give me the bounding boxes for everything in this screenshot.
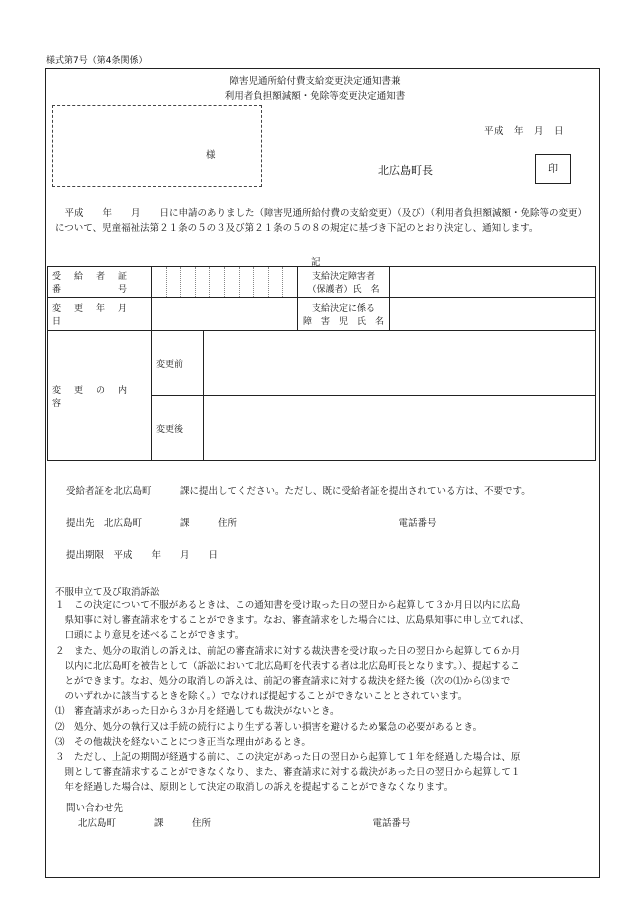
objection-line: 以内に北広島町を被告として（訴訟において北広島町を代表する者は北広島町長となります。）、提起するこ: [55, 660, 520, 672]
decision-table: [47, 266, 596, 461]
objection-line: ２ また、処分の取消しの訴えは、前記の審査請求に対する裁決書を受け取った日の翌日から起算して６か月: [55, 645, 521, 657]
child-name-value: [390, 298, 596, 331]
inquiry-title: 問い合わせ先: [66, 803, 124, 814]
cert-number-cells: [152, 267, 298, 298]
before-value: [204, 331, 596, 396]
submit-notice: 受給者証を北広島町 課に提出してください。ただし、既に受給者証を提出されている方は、不要です。: [66, 486, 531, 497]
objection-line: 則として審査請求することができなくなり、また、審査請求に対する裁決があった日の翌日から起算して１: [55, 767, 521, 779]
submit-deadline: 提出期限 平成 年 月 日: [66, 550, 219, 561]
form-number: 様式第7号（第4条関係）: [46, 56, 148, 66]
ki-heading: 記: [311, 257, 321, 268]
objection-line: ⑵ 処分、処分の執行又は手続の続行により生ずる著しい損害を避けるため緊急の必要があるとき。: [55, 721, 483, 733]
objection-line: のいずれかに該当するときを除く。）でなければ提起することができないこととされています。: [55, 691, 468, 703]
cert-number-label: 受 給 者 証 番 号: [48, 267, 152, 298]
after-label: 変更後: [152, 396, 204, 461]
submit-to: 提出先 北広島町 課 住所 電話番号: [66, 518, 437, 529]
issuer-name: 北広島町長: [378, 164, 433, 177]
guardian-name-value: [390, 267, 596, 298]
title-line-2: 利用者負担額減額・免除等変更決定通知書: [224, 91, 406, 102]
change-date-label: 変 更 年 月 日: [48, 298, 152, 331]
objection-line: ３ ただし、上記の期間が経過する前に、この決定があった日の翌日から起算して１年を経過した場合は、原: [55, 752, 521, 764]
address-box: [52, 105, 262, 187]
objection-line: 県知事に対し審査請求をすることができます。なお、審査請求をした場合には、広島県知事に申し立てれば、: [55, 615, 530, 627]
objection-title: 不服申立て及び取消訴訟: [55, 587, 160, 598]
title-line-1: 障害児通所給付費支給変更決定通知書兼: [229, 76, 401, 87]
change-content-label: 変 更 の 内 容: [48, 331, 152, 461]
intro-paragraph: 平成 年 月 日に申請のありました（障害児通所給付費の支給変更）（及び）（利用者負担額減額・免除等の変更）について、児童福祉法第２１条の５の３及び第２１条の５の８の規定に基づき下記のとおり決定し、通知します。: [55, 208, 588, 234]
guardian-name-label: 支給決定障害者 （保護者）氏 名: [298, 267, 390, 298]
child-name-label: 支給決定に係る 障 害 児 氏 名: [298, 298, 390, 331]
objection-line: 年を経過した場合は、原則として決定の取消しの訴えを提起することができなくなります。: [55, 782, 454, 794]
inquiry-line: 北広島町 課 住所 電話番号: [78, 818, 411, 829]
objection-line: とができます。なお、処分の取消しの訴えは、前記の審査請求に対する裁決を経た後（次の⑴から⑶まで: [55, 676, 511, 688]
change-date-value: [152, 298, 298, 331]
seal-box: 印: [535, 154, 571, 184]
objection-line: ⑴ 審査請求があった日から３か月を経過しても裁決がないとき。: [55, 706, 340, 718]
objection-line: 口頭により意見を述べることができます。: [55, 630, 245, 642]
objection-line: １ この決定について不服があるときは、この通知書を受け取った日の翌日から起算して３か月日以内に広島: [55, 600, 521, 611]
salutation: 様: [206, 150, 216, 161]
objection-text: [55, 598, 595, 796]
before-label: 変更前: [152, 331, 204, 396]
objection-line: ⑶ その他裁決を経ないことにつき正当な理由があるとき。: [55, 736, 311, 748]
header-date: 平成 年 月 日: [484, 126, 565, 137]
after-value: [204, 396, 596, 461]
